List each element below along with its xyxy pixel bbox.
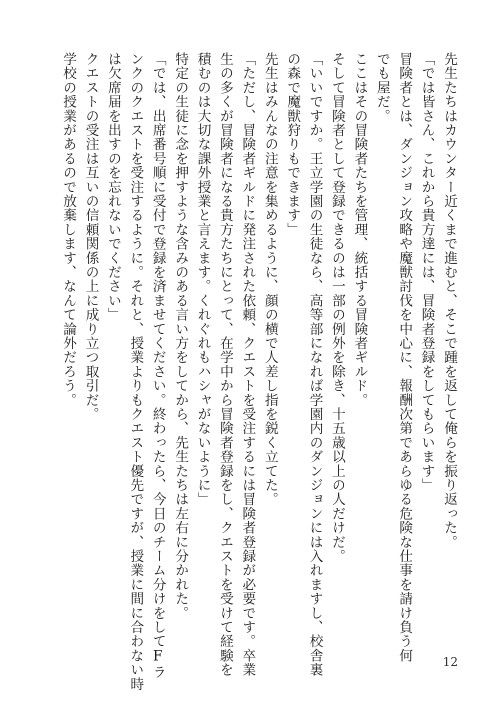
text-line: 積むのは大切な課外授業と言えます。くれぐれもハシャがないように」 [194, 52, 211, 507]
text-line: の森で魔獣狩りもできます」 [284, 52, 301, 237]
text-line: 「では皆さん、これから貴方達には、冒険者登録をしてもらいます」 [418, 52, 435, 493]
text-line: は欠席届を出すのを忘れないでください」 [104, 52, 121, 322]
text-line: 学校の授業があるので放棄します、なんて論外だろう。 [60, 52, 77, 407]
page-number: 12 [442, 655, 458, 669]
text-line: 「いいですか。王立学園の生徒なら、高等部になれば学園内のダンジョンには入れますし、校舎裏 [306, 52, 323, 677]
text-line: クエストの受注は互いの信頼関係の上に成り立つ取引だ。 [82, 52, 99, 422]
text-line: でも屋だ。 [373, 52, 390, 123]
text-line: 先生はみんなの注意を集めるように、顔の横で人差し指を鋭く立てた。 [261, 52, 278, 507]
text-line: 冒険者とは、ダンジョン攻略や魔獣討伐を中心に、報酬次第であらゆる危険な仕事を請け負う何 [396, 52, 413, 663]
text-line: 生の多くが冒険者になる貴方たちにとって、在学中から冒険者登録をし、クエストを受けて経験を [216, 52, 233, 677]
text-line: 「ただし、冒険者ギルドに発注された依頼、クエストを受注するには冒険者登録が必要です。卒業 [239, 52, 256, 677]
text-line: 「では、出席番号順に受付で登録を済ませてください。終わったら、今日のチーム分けをしてFラ [149, 52, 166, 680]
text-line: そして冒険者として登録できるのは一部の例外を除き、十五歳以上の人だけだ。 [328, 52, 345, 564]
text-line: 先生たちはカウンター近くまで進むと、そこで踵を返して俺らを振り返った。 [441, 52, 457, 549]
text-line: ンクのクエストを受注するように。それと、授業よりもクエスト優先ですが、授業に間に合わない時 [127, 52, 144, 691]
text-line: ここはその冒険者たちを管理、統括する冒険者ギルド。 [351, 52, 368, 407]
text-line: 特定の生徒に念を押すような含みのある言い方をしてから、先生たちは左右に分かれた。 [172, 52, 189, 620]
